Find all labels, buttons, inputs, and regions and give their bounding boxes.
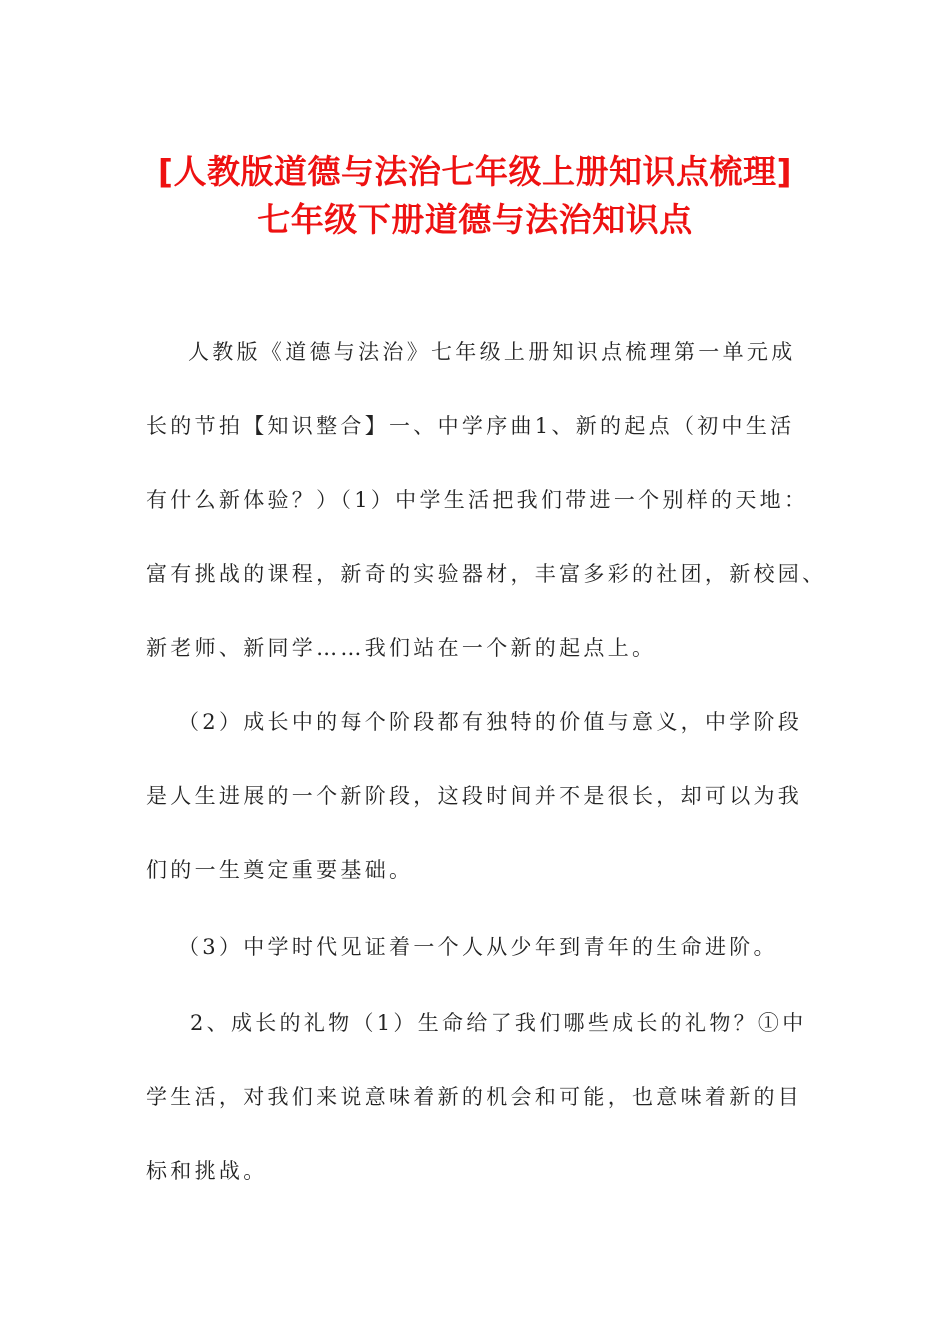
paragraph-4-line-1: 2、成长的礼物（1）生命给了我们哪些成长的礼物？①中	[190, 1011, 807, 1035]
paragraph-4-line-3: 标和挑战。	[146, 1159, 268, 1183]
paragraph-2-line-2: 是人生进展的一个新阶段，这段时间并不是很长，却可以为我	[146, 784, 803, 808]
document-title-line-2: 七年级下册道德与法治知识点	[257, 200, 693, 239]
paragraph-3-line-1: （3）中学时代见证着一个人从少年到青年的生命进阶。	[178, 935, 778, 959]
document-title-line-1: [人教版道德与法治七年级上册知识点梳理]	[157, 152, 793, 191]
paragraph-2-line-3: 们的一生奠定重要基础。	[146, 858, 414, 882]
paragraph-1-line-1: 人教版《道德与法治》七年级上册知识点梳理第一单元成	[188, 340, 796, 364]
paragraph-4-line-2: 学生活，对我们来说意味着新的机会和可能，也意味着新的目	[146, 1085, 803, 1109]
paragraph-1-line-2: 长的节拍【知识整合】一、中学序曲1、新的起点（初中生活	[146, 414, 795, 438]
paragraph-1-line-4: 富有挑战的课程，新奇的实验器材，丰富多彩的社团，新校园、	[146, 562, 827, 586]
paragraph-1-line-3: 有什么新体验？）（1）中学生活把我们带进一个别样的天地：	[146, 488, 809, 512]
paragraph-2-line-1: （2）成长中的每个阶段都有独特的价值与意义，中学阶段	[178, 710, 803, 734]
paragraph-1-line-5: 新老师、新同学……我们站在一个新的起点上。	[146, 636, 657, 660]
